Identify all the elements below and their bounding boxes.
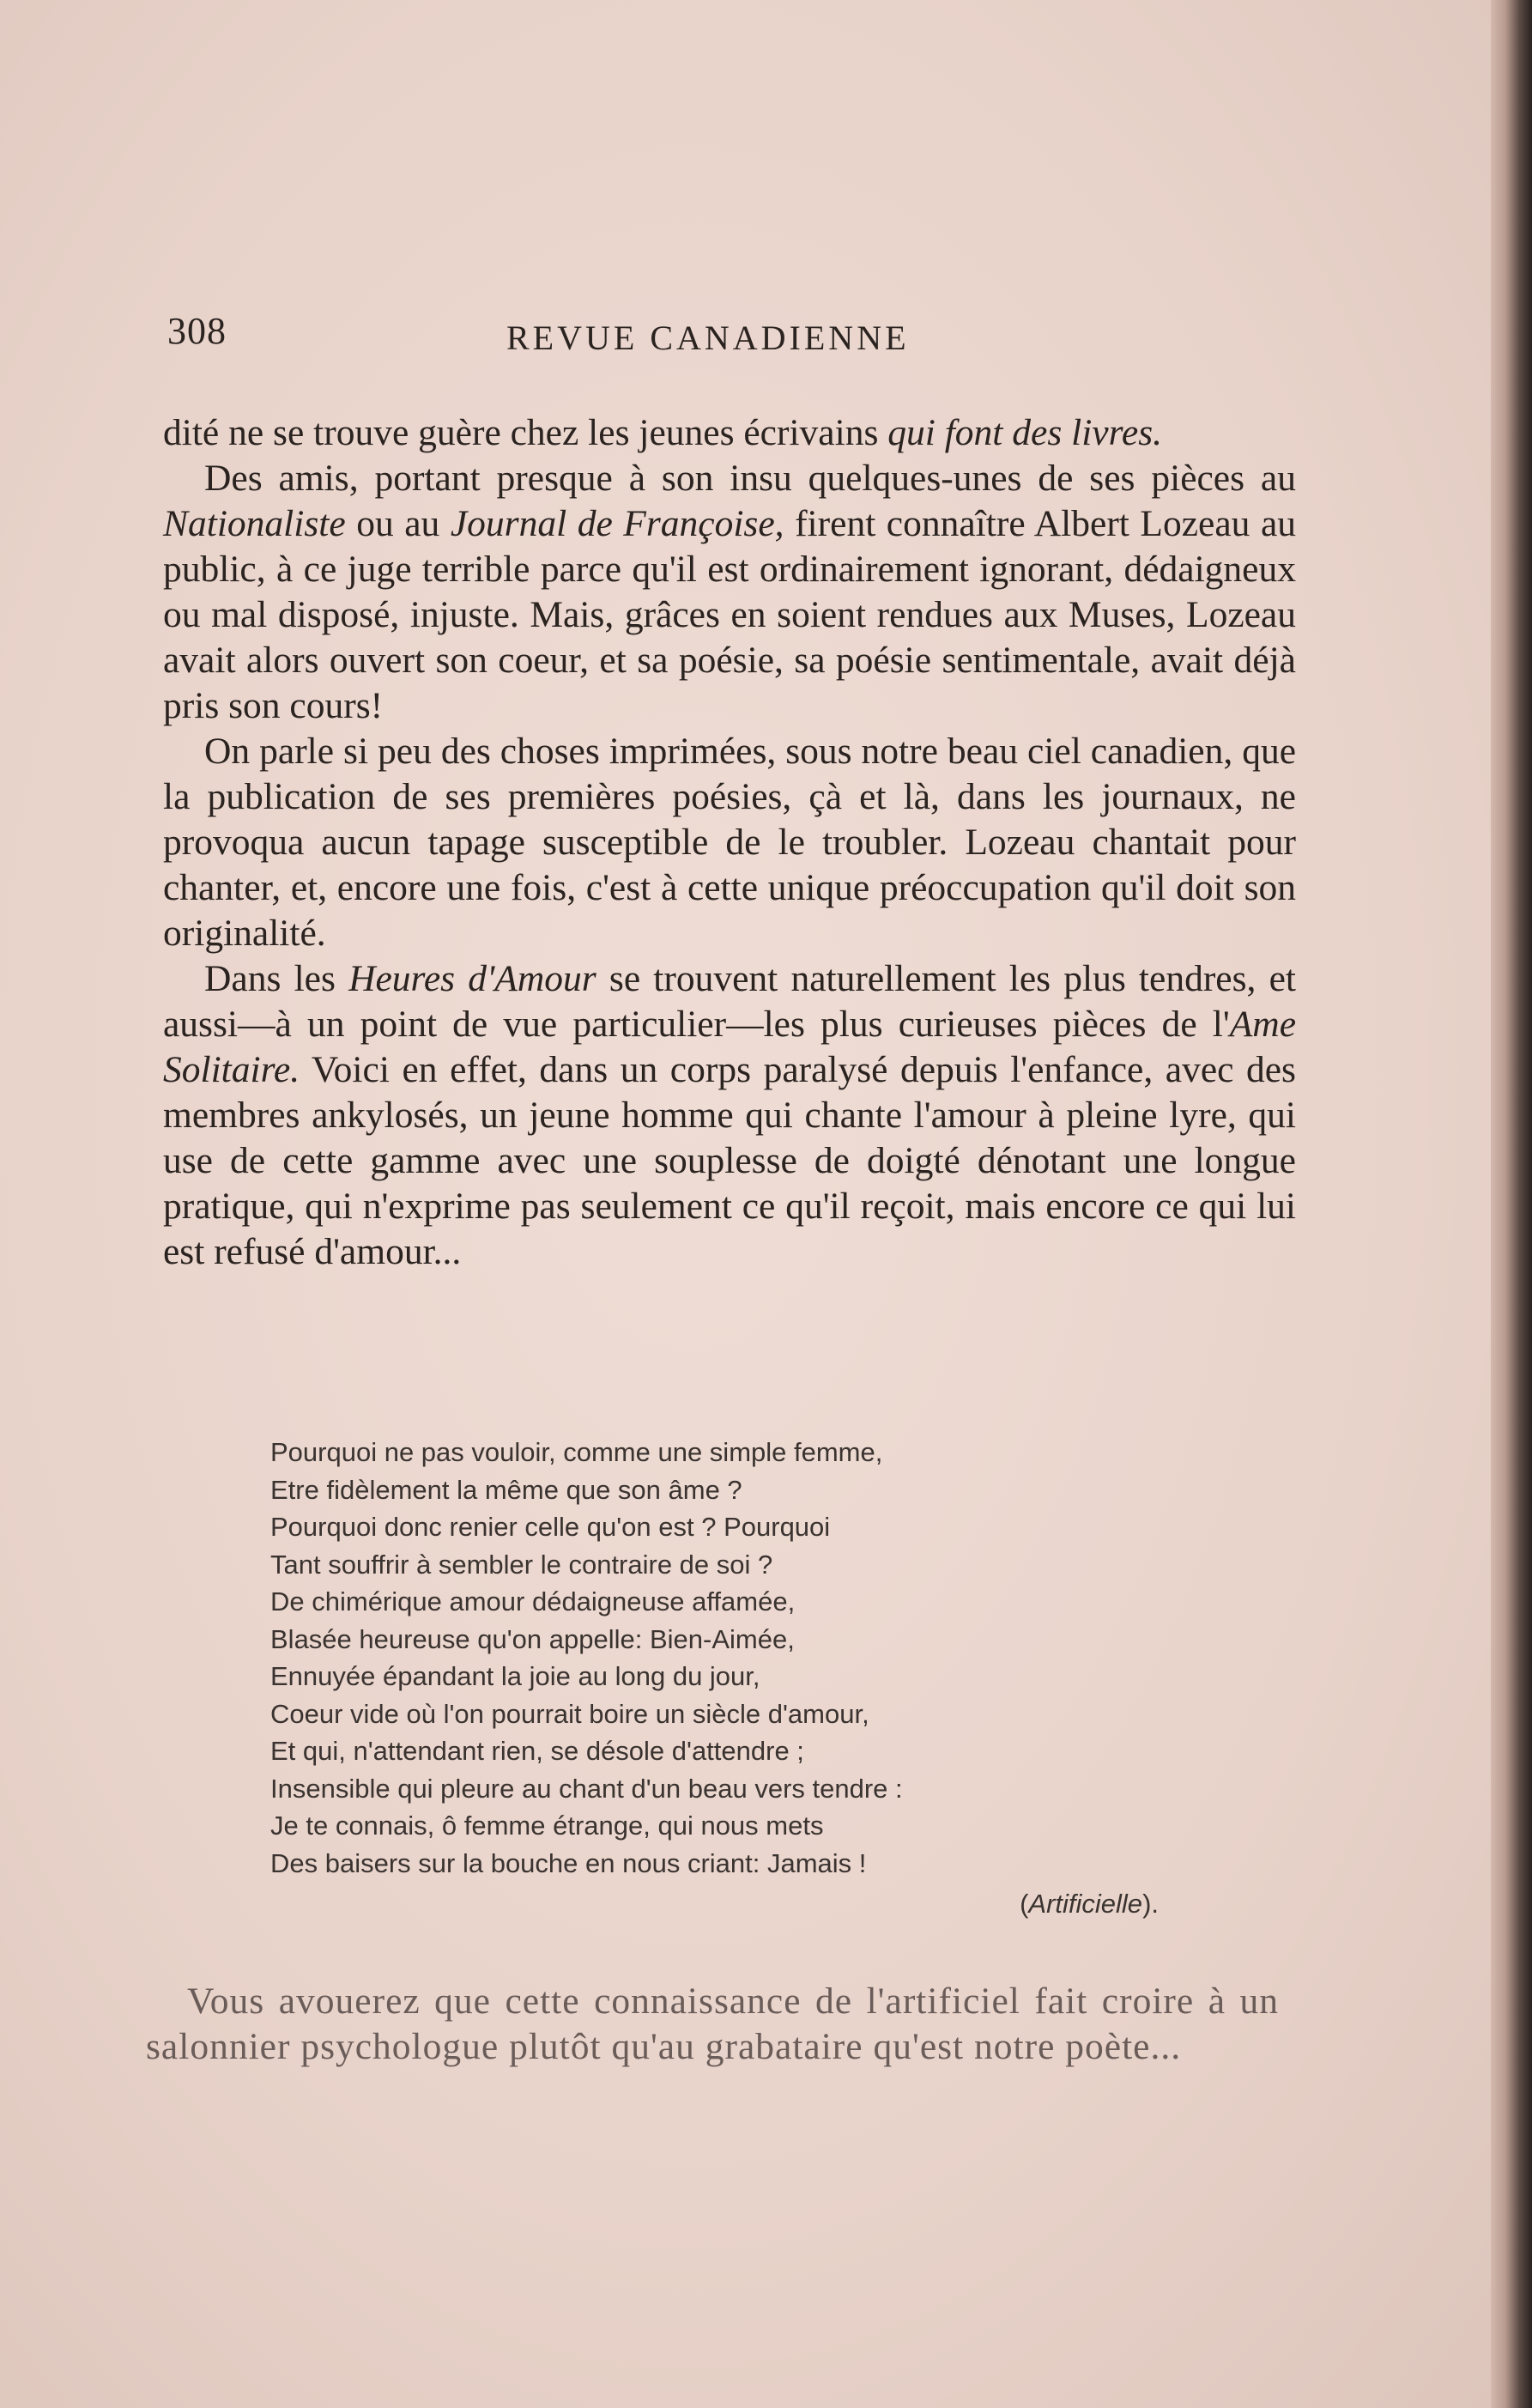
- paragraph-1-italic: qui font des livres.: [887, 412, 1163, 453]
- paragraph-2-text-b: ou au: [345, 503, 451, 544]
- paragraph-1: [163, 410, 1296, 456]
- paragraph-4-text-b: se trouvent naturellement les plus tendres, et aussi—à un point de vue particulier—les plus curieuses pièces de l': [163, 958, 1296, 1045]
- poem-line: Pourquoi ne pas vouloir, comme une simple femme,: [270, 1437, 883, 1467]
- heures-amour-title: Heures d'Amour: [348, 958, 596, 999]
- paragraph-3: On parle si peu des choses imprimées, sous notre beau ciel canadien, que la publication de ses premières poésies, çà et là, dans les journaux, ne provoqua aucun tapage susceptible de le troubler. Lozeau chantait pour chanter, et, encore une fois, c'est à cette unique préoccupation qu'il doit son originalité.: [163, 731, 1296, 954]
- poem-line: Blasée heureuse qu'on appelle: Bien-Aimée,: [270, 1623, 795, 1654]
- journal-title: Journal de Françoise,: [450, 503, 784, 544]
- poem-source-close: ).: [1142, 1889, 1159, 1919]
- poem-line: Etre fidèlement la même que son âme ?: [270, 1474, 742, 1505]
- poem-source-title: Artificielle: [1028, 1889, 1143, 1919]
- running-head: REVUE CANADIENNE: [506, 318, 910, 357]
- nationaliste-title: Nationaliste: [163, 503, 346, 544]
- poem-quotation: [270, 1434, 1163, 1923]
- poem-line: Pourquoi donc renier celle qu'on est ? Pourquoi: [270, 1512, 831, 1542]
- paragraph-4-text-a: Dans les: [204, 958, 349, 999]
- paragraph-2: [163, 456, 1296, 729]
- page-number: 308: [167, 310, 227, 352]
- poem-line: Et qui, n'attendant rien, se désole d'attendre ;: [270, 1736, 804, 1766]
- poem-source: [270, 1885, 1163, 1923]
- page-header: [167, 309, 1309, 369]
- body-text: [163, 410, 1296, 1275]
- closing-text: Vous avouerez que cette connaissance de l'artificiel fait croire à un salonnier psychologue plutôt qu'au grabataire qu'est notre poète...: [146, 1980, 1279, 2067]
- paragraph-1-text: dité ne se trouve guère chez les jeunes écrivains: [163, 412, 888, 453]
- poem-line: Insensible qui pleure au chant d'un beau vers tendre :: [270, 1773, 903, 1804]
- poem-line: Ennuyée épandant la joie au long du jour,: [270, 1661, 760, 1691]
- poem-line: Tant souffrir à sembler le contraire de soi ?: [270, 1549, 773, 1580]
- poem-line: De chimérique amour dédaigneuse affamée,: [270, 1586, 796, 1616]
- poem-line: Coeur vide où l'on pourrait boire un siècle d'amour,: [270, 1698, 869, 1729]
- poem-line: Je te connais, ô femme étrange, qui nous mets: [270, 1811, 824, 1841]
- paragraph-4: [163, 956, 1296, 1275]
- paragraph-2-text-a: Des amis, portant presque à son insu quelques-unes de ses pièces au: [204, 458, 1296, 499]
- ame-solitaire-title: Ame Solitaire.: [163, 1004, 1296, 1090]
- paragraph-4-text-c: Voici en effet, dans un corps paralysé depuis l'enfance, avec des membres ankylosés, un jeune homme qui chante l'amour à pleine lyre, qui use de cette gamme avec une souplesse de doigté dénotant une longue pratique, qui n'exprime pas seulement ce qu'il reçoit, mais encore ce qui lui est refusé d'amour...: [163, 1049, 1296, 1272]
- poem-source-open: (: [1020, 1889, 1029, 1919]
- closing-paragraph: [146, 1979, 1279, 2070]
- paragraph-2-text-c: firent connaître Albert Lozeau au public, à ce juge terrible parce qu'il est ordinairement ignorant, dédaigneux ou mal disposé, injuste. Mais, grâces en soient rendues aux Muses, Lozeau avait alors ouvert son coeur, et sa poésie, sa poésie sentimentale, avait déjà pris son cours!: [163, 503, 1297, 726]
- book-spine-shadow: [1491, 0, 1532, 2408]
- poem-line: Des baisers sur la bouche en nous criant: Jamais !: [270, 1847, 867, 1878]
